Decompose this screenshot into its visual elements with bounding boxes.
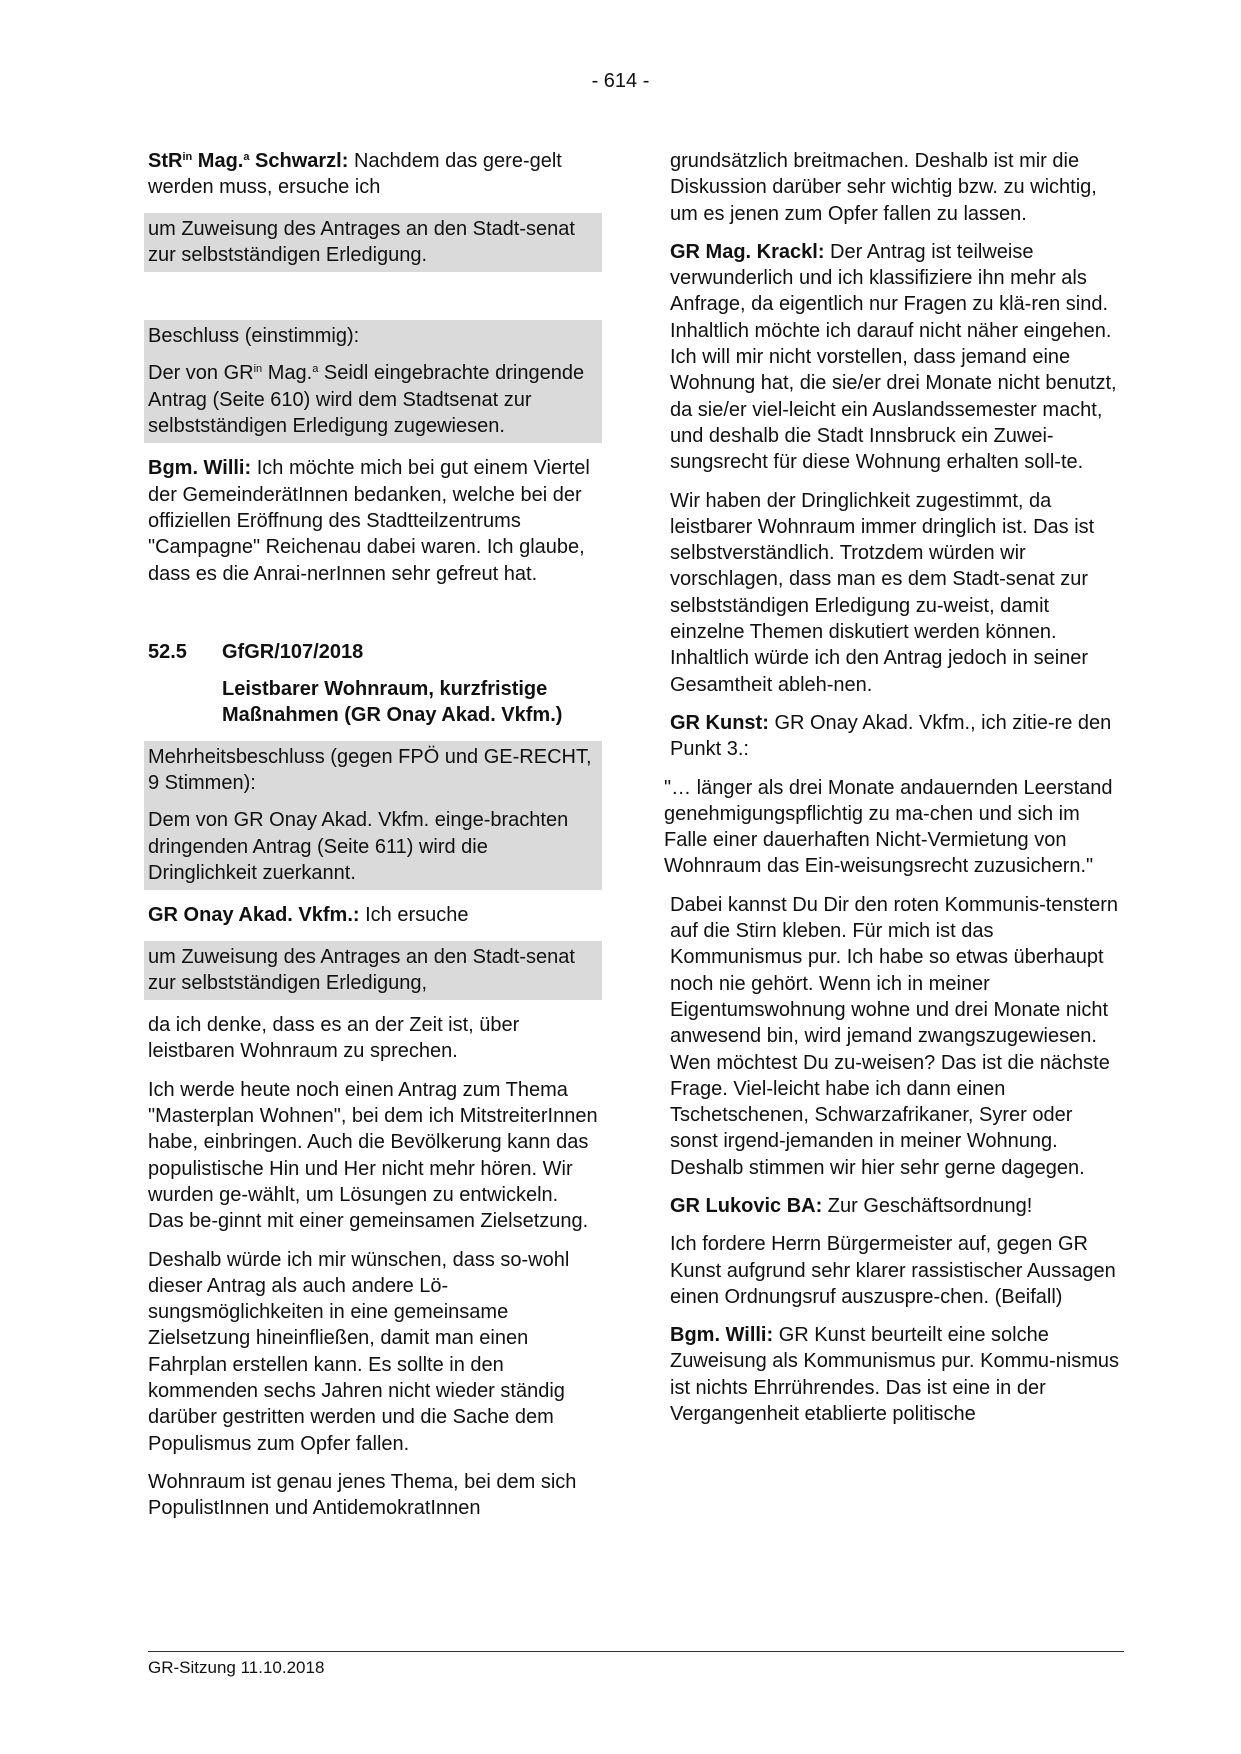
speaker-schwarzl: StR$^{in}$ Mag.$^a$ Schwarzl: [148,150,349,172]
paragraph: Deshalb würde ich mir wünschen, dass so-wohl dieser Antrag als auch andere Lö-sungsmöglichkeiten in eine gemeinsame Zielsetzung hineinfließen, damit man einen Fahrplan erstellen kann. Es sollte in den kommenden sechs Jahren nicht wieder ständig darüber gestritten werden und die Sache dem Populismus zum Opfer fallen. [148,1248,570,1455]
motion-box-1: um Zuweisung des Antrages an den Stadt-senat zur selbstständigen Erledigung. [144,213,602,273]
paragraph-willi-1: Bgm. Willi: Ich möchte mich bei gut einem Viertel der GemeinderätInnen bedanken, welche bei der offiziellen Eröffnung des Stadtteilzentrums "Campagne" Reichenau dabei waren. Ich glaube, dass es die Anrai-nerInnen sehr gefreut hat. [148,457,590,585]
agenda-item-number: 52.5 [148,640,187,663]
agenda-item-header [148,639,598,665]
paragraph-schwarzl: StR$^{in}$ Mag.$^a$ Schwarzl: Nachdem das gere-gelt werden muss, ersuche ich [148,150,562,199]
paragraph: Wir haben der Dringlichkeit zugestimmt, da leistbarer Wohnraum immer dringlich ist. Das ist selbstverständlich. Trotzdem würden wir vorschlagen, dass man es dem Stadt-senat zur selbstständigen Erledigung zu-weist, damit einzelne Themen diskutiert werden können. Inhaltlich würde ich den Antrag jedoch in seiner Gesamtheit ableh-nen. [670,489,1095,696]
agenda-item-title: Leistbarer Wohnraum, kurzfristige Maßnahmen (GR Onay Akad. Vkfm.) [222,678,563,727]
paragraph: da ich denke, dass es an der Zeit ist, über leistbaren Wohnraum zu sprechen. [148,1014,520,1063]
paragraph: Ich fordere Herrn Bürgermeister auf, gegen GR Kunst aufgrund sehr klarer rassistischer Aussagen einen Ordnungsruf auszuspre-chen. (Beifall) [670,1233,1116,1308]
paragraph: Ich werde heute noch einen Antrag zum Thema "Masterplan Wohnen", bei dem ich MitstreiterInnen habe, einbringen. Auch die Bevölkerung kann das populistische Hin und Her nicht mehr hören. Wir wurden ge-wählt, um Lösungen zu entwickeln. Das be-ginnt mit einer gemeinsamen Zielsetzung. [148,1078,598,1233]
paragraph-lukovic: GR Lukovic BA: Zur Geschäftsordnung! [670,1194,1033,1217]
paragraph-willi-2: Bgm. Willi: GR Kunst beurteilt eine solche Zuweisung als Kommunismus pur. Kommu-nismus ist nichts Ehrrührendes. Das ist eine in der Vergangenheit etablierte politische [670,1324,1120,1426]
resolution-box-2 [144,741,602,890]
paragraph-kunst: GR Kunst: GR Onay Akad. Vkfm., ich zitie-re den Punkt 3.: [670,711,1112,761]
left-column [148,148,598,1533]
agenda-item-code: GfGR/107/2018 [222,640,364,663]
paragraph: grundsätzlich breitmachen. Deshalb ist mir die Diskussion darüber sehr wichtig bzw. zu wichtig, um es jenen zum Opfer fallen zu lassen. [670,150,1097,225]
resolution-box-1 [144,320,602,443]
resolution-text: Dem von GR Onay Akad. Vkfm. einge-brachten dringenden Antrag (Seite 611) wird die Dringlichkeit zuerkannt. [148,809,569,884]
motion-box-2: um Zuweisung des Antrages an den Stadt-senat zur selbstständigen Erledigung, [144,941,602,1001]
footer-divider [148,1651,1124,1652]
footer-text: GR-Sitzung 11.10.2018 [148,1658,325,1677]
right-column [664,148,1122,1439]
resolution-text: Der von $GR^{in}$ Mag.$^a$ Seidl eingebrachte dringende Antrag (Seite 610) wird dem Stadtsenat zur selbstständigen Erledigung zugewiesen. [148,362,585,438]
paragraph-onay: GR Onay Akad. Vkfm.: Ich ersuche [148,904,469,927]
paragraph-krackl: GR Mag. Krackl: Der Antrag ist teilweise verwunderlich und ich klassifiziere ihn mehr als Anfrage, da eigentlich nur Fragen zu klä-ren sind. Inhaltlich möchte ich darauf nicht näher eingehen. Ich will mir nicht vorstellen, dass jemand eine Wohnung hat, die sie/er drei Monate nicht benutzt, da sie/er viel-leicht ein Auslandssemester macht, und deshalb die Stadt Innsbruck ein Zuwei-sungsrecht für diese Wohnung erhalten soll-te. [670,240,1117,474]
resolution-heading: Mehrheitsbeschluss (gegen FPÖ und GE-RECHT, 9 Stimmen): [148,745,592,795]
paragraph: Dabei kannst Du Dir den roten Kommunis-tenstern auf die Stirn kleben. Für mich ist das Kommunismus pur. Ich habe so etwas überhaupt noch nie gehört. Wenn ich in meiner Eigentumswohnung wohne und drei Monate nicht anwesend bin, wird jemand zwangszugewiesen. Wen möchtest Du zu-weisen? Das ist die nächste Frage. Viel-leicht habe ich dann einen Tschetschenen, Schwarzafrikaner, Syrer oder sonst irgend-jemanden in meiner Wohnung. Deshalb stimmen wir hier sehr gerne dagegen. [670,893,1118,1179]
page-number: - 614 - [591,70,650,92]
paragraph: Wohnraum ist genau jenes Thema, bei dem sich PopulistInnen und AntidemokratInnen [148,1470,577,1520]
quote: "… länger als drei Monate andauernden Leerstand genehmigungspflichtig zu ma-chen und sich im Falle einer dauerhaften Nicht-Vermietung von Wohnraum das Ein-weisungsrecht zuzusichern." [664,776,1113,878]
resolution-heading: Beschluss (einstimmig): [148,325,360,348]
